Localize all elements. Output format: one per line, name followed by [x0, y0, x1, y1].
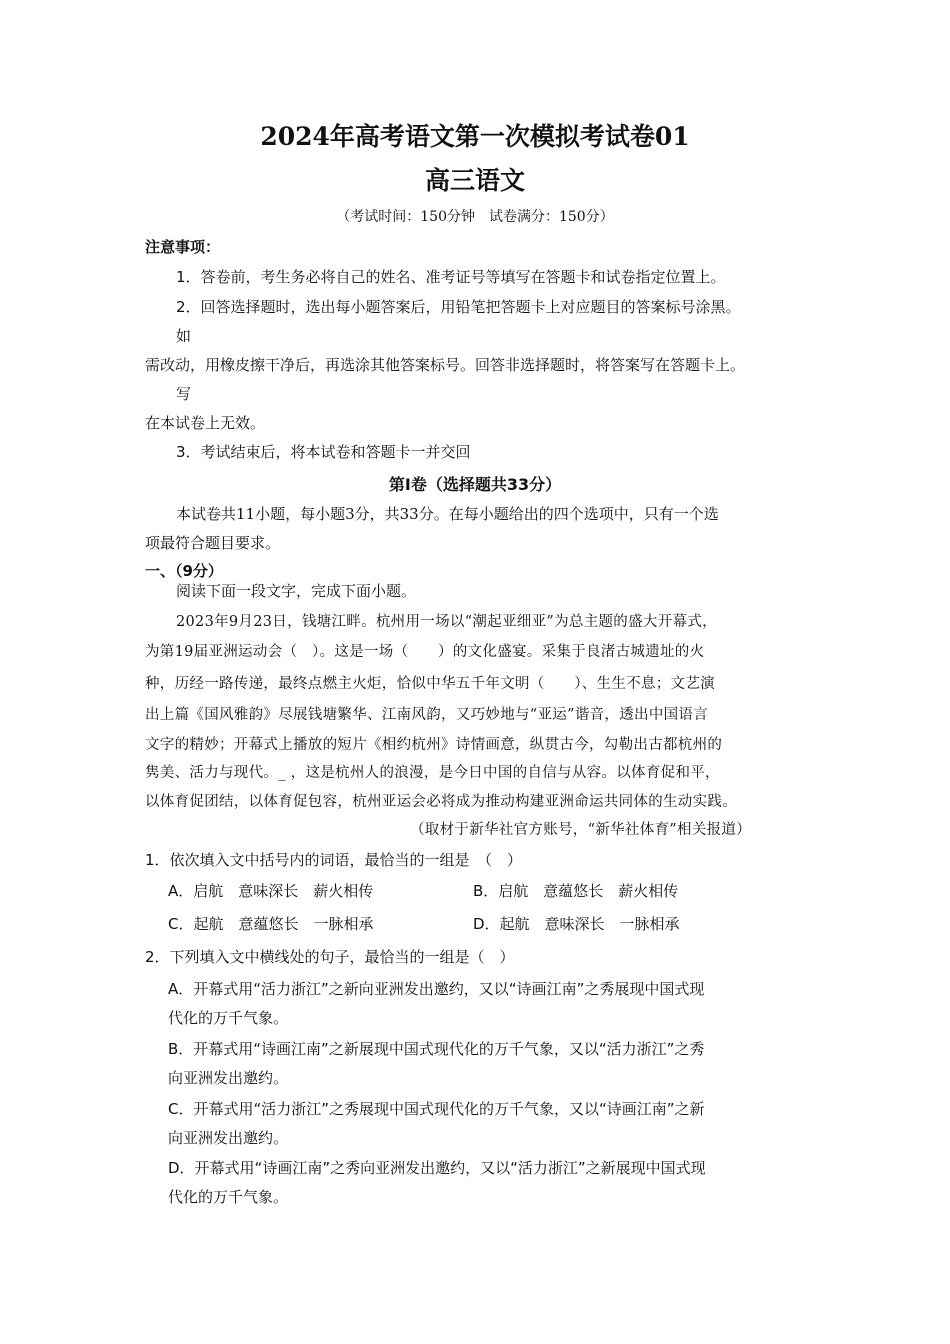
question-2-option-c-line-2[interactable]: 向亚洲发出邀约。 [168, 1129, 289, 1147]
question-1-option-c[interactable]: C．起航 意蕴悠长 一脉相承 [168, 915, 374, 933]
question-2-stem: 2．下列填入文中横线处的句子，最恰当的一组是（ ） [145, 948, 515, 966]
notice-item-2-line-3: 需改动，用橡皮擦干净后，再选涂其他答案标号。回答非选择题时，将答案写在答题卡上。 [145, 356, 746, 374]
section-1-intro-line-2: 项最符合题目要求。 [145, 534, 281, 552]
passage-line-7: 以体育促团结，以体育促包容，杭州亚运会必将成为推动构建亚洲命运共同体的生动实践。 [145, 794, 737, 810]
section-1-intro-line-1: 本试卷共11小题，每小题3分，共33分。在每小题给出的四个选项中，只有一个选 [176, 505, 719, 523]
notice-heading: 注意事项： [145, 238, 221, 256]
passage-line-3: 种，历经一路传递，最终点燃主火炬，恰似中华五千年文明（ ）、生生不息；文艺演 [145, 676, 715, 692]
question-2-option-a-line-2[interactable]: 代化的万千气象。 [168, 1009, 289, 1027]
question-2-option-d-line-2[interactable]: 代化的万千气象。 [168, 1188, 289, 1206]
passage-line-1: 2023年9月23日，钱塘江畔。杭州用一场以“潮起亚细亚”为总主题的盛大开幕式， [176, 614, 717, 630]
question-2-option-a-line-1[interactable]: A．开幕式用“活力浙江”之新向亚洲发出邀约，又以“诗画江南”之秀展现中国式现 [168, 980, 705, 998]
question-1-stem: 1．依次填入文中括号内的词语，最恰当的一组是 （ ） [145, 851, 523, 869]
passage-line-4: 出上篇《国风雅韵》尽展钱塘繁华、江南风韵，又巧妙地与“亚运”谐音，透出中国语言 [145, 707, 709, 723]
passage-source: （取材于新华社官方账号，“新华社体育”相关报道） [410, 822, 752, 838]
exam-title: 2024年高考语文第一次模拟考试卷01 [260, 122, 690, 151]
question-1-option-d[interactable]: D．起航 意味深长 一脉相承 [473, 915, 680, 933]
part-1-instruction: 阅读下面一段文字，完成下面小题。 [176, 582, 417, 600]
question-1-option-b[interactable]: B．启航 意蕴悠长 薪火相传 [473, 882, 679, 900]
notice-item-2-line-2: 如 [176, 327, 192, 345]
passage-line-5: 文字的精妙；开幕式上播放的短片《相约杭州》诗情画意，纵贯古今，勾勒出古都杭州的 [145, 737, 723, 753]
section-1-heading: 第Ⅰ卷（选择题共33分） [388, 475, 562, 494]
question-2-option-c-line-1[interactable]: C．开幕式用“活力浙江”之秀展现中国式现代化的万千气象，又以“诗画江南”之新 [168, 1100, 705, 1118]
notice-item-2-line-4: 写 [176, 385, 192, 403]
passage-line-6: 隽美、活力与现代。_ ，这是杭州人的浪漫，是今日中国的自信与从容。以体育促和平， [145, 765, 720, 781]
passage-line-2: 为第19届亚洲运动会（ ）。这是一场（ ）的文化盛宴。采集于良渚古城遗址的火 [145, 644, 705, 660]
question-2-option-d-line-1[interactable]: D．开幕式用“诗画江南”之秀向亚洲发出邀约，又以“活力浙江”之新展现中国式现 [168, 1159, 706, 1177]
exam-subtitle: 高三语文 [424, 166, 525, 195]
question-2-option-b-line-2[interactable]: 向亚洲发出邀约。 [168, 1069, 289, 1087]
question-2-option-b-line-1[interactable]: B．开幕式用“诗画江南”之新展现中国式现代化的万千气象，又以“活力浙江”之秀 [168, 1040, 705, 1058]
part-1-heading: 一、（9分） [145, 562, 223, 580]
question-1-option-a[interactable]: A．启航 意味深长 薪火相传 [168, 882, 374, 900]
notice-item-2-line-1: 2．回答选择题时，选出每小题答案后，用铅笔把答题卡上对应题目的答案标号涂黑。 [176, 298, 741, 316]
notice-item-3: 3．考试结束后，将本试卷和答题卡一并交回 [176, 443, 471, 461]
exam-time-info: （考试时间：150分钟 试卷满分：150分） [336, 209, 614, 225]
notice-item-1: 1．答卷前，考生务必将自己的姓名、准考证号等填写在答题卡和试卷指定位置上。 [176, 268, 726, 286]
notice-item-2-line-5: 在本试卷上无效。 [145, 414, 266, 432]
